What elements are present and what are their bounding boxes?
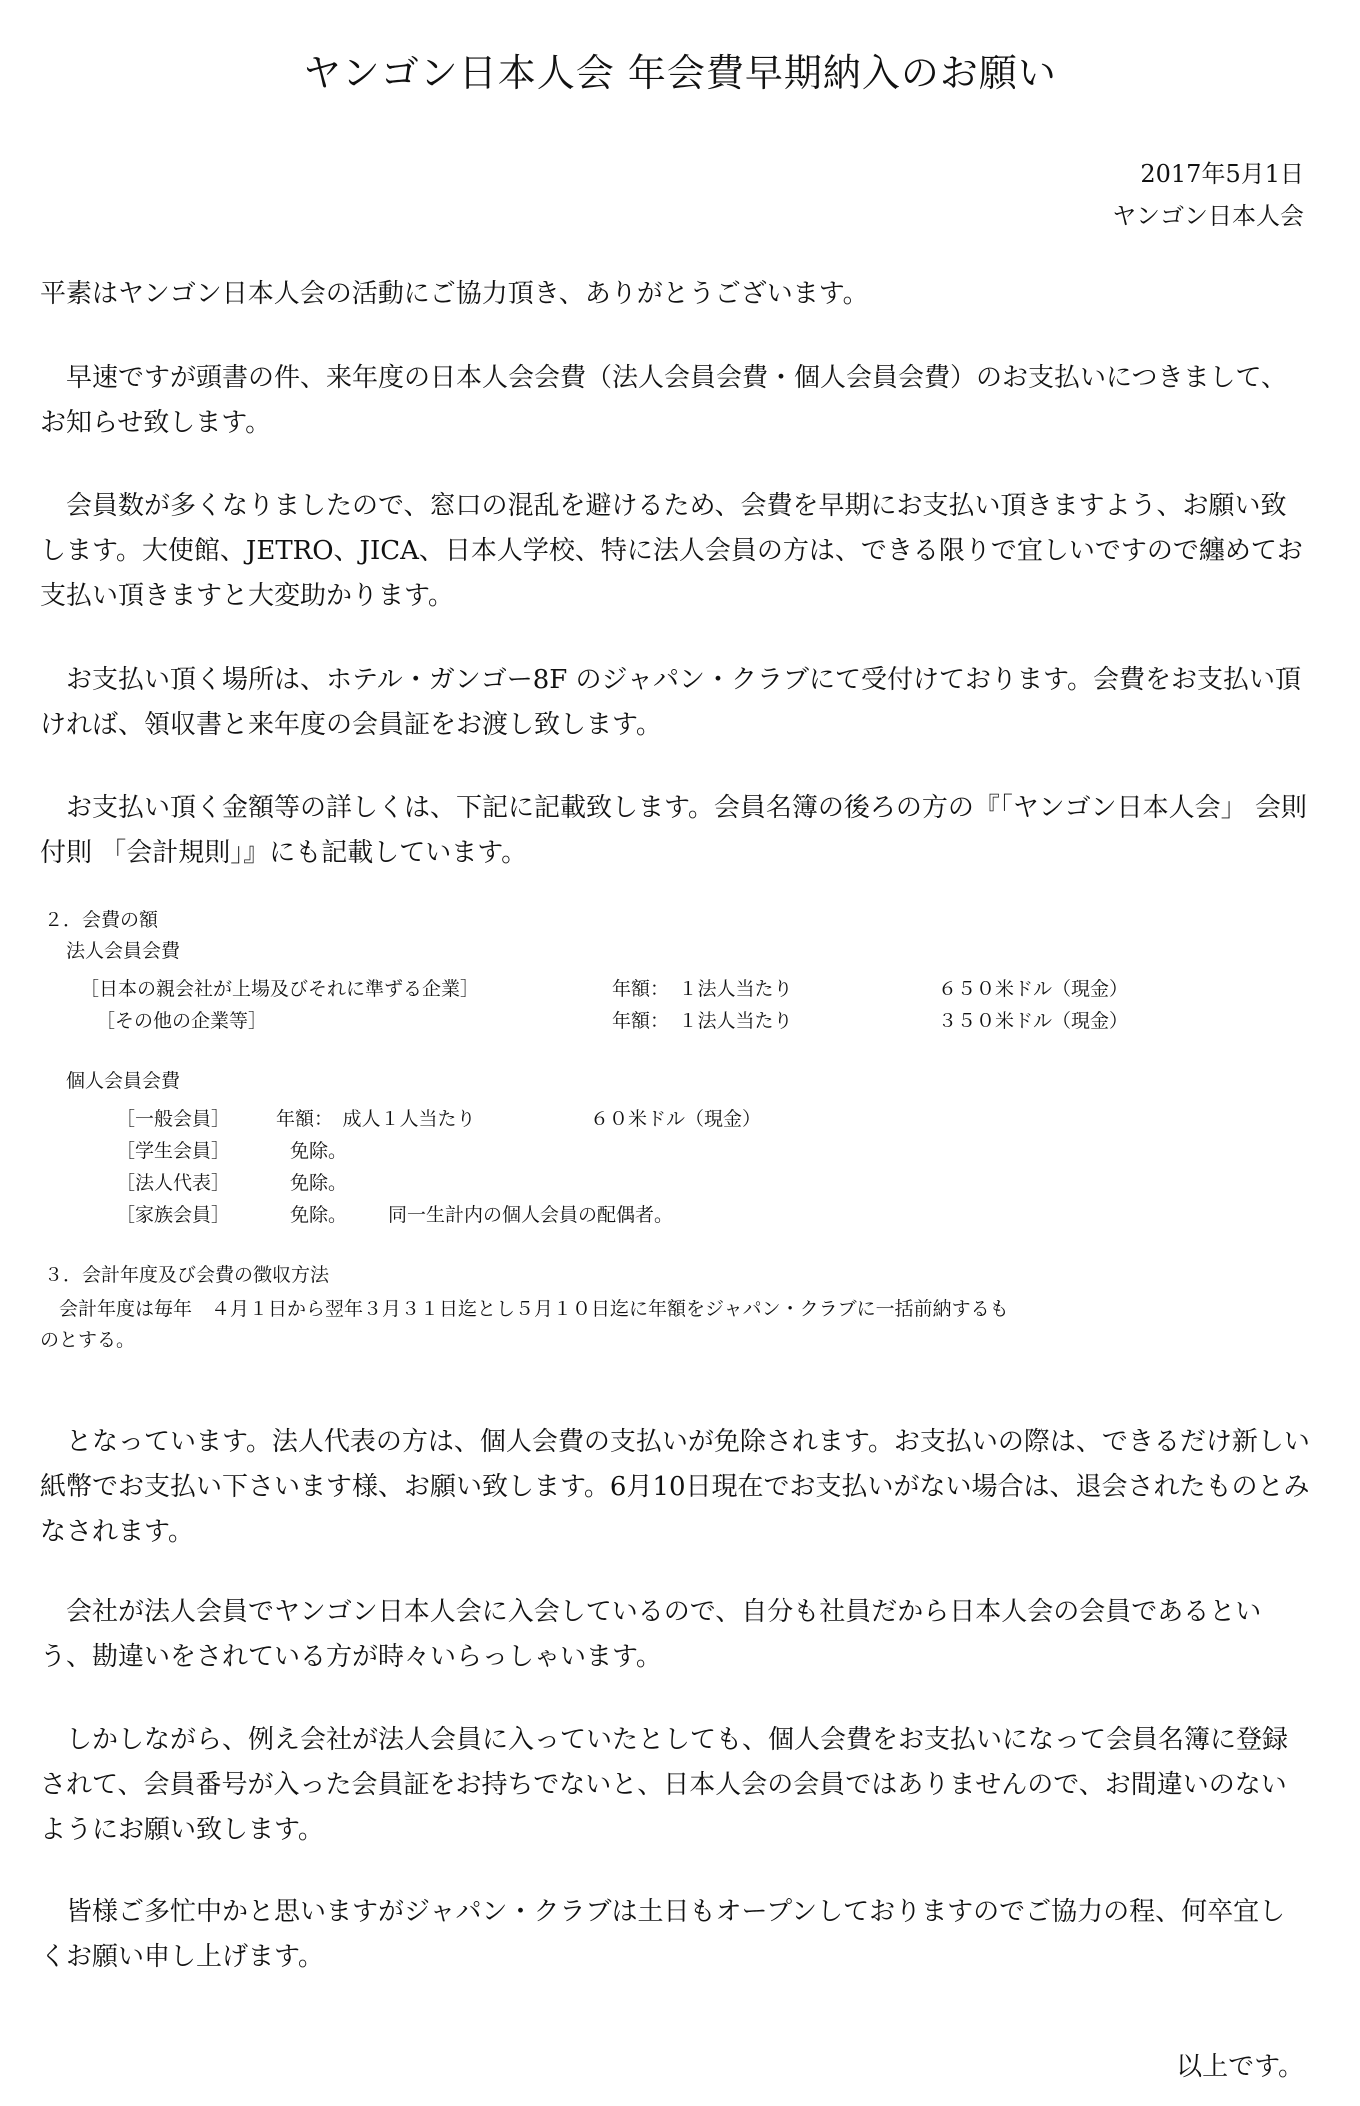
fee-detail: 年額： 成人１人当たり: [276, 1108, 476, 1130]
fee-category: ［一般会員］: [116, 1108, 231, 1130]
fee-detail: 免除。: [290, 1140, 348, 1162]
fee-amount: ３５０米ドル（現金）: [938, 1010, 1129, 1032]
closing-text: 以上です。: [1176, 2052, 1304, 2082]
fee-term: 年額： １法人当たり: [612, 1010, 793, 1032]
fee-term: 年額： １法人当たり: [612, 978, 793, 1000]
document-date: 2017年5月1日: [1140, 160, 1304, 188]
issuer-name: ヤンゴン日本人会: [1112, 202, 1304, 230]
paragraph-greeting: 平素はヤンゴン日本人会の活動にご協力頂き、ありがとうございます。: [40, 279, 869, 309]
fiscal-line-2: のとする。: [40, 1329, 136, 1351]
paragraph-clarification: しかしながら、例え会社が法人会員に入っていたとしても、個人会費をお支払いになって会員名簿に登録されて、会員番号が入った会員証をお持ちでないと、日本人会の会員ではありませんので、お間違いのないようにお願い致します。: [40, 1725, 1289, 1845]
paragraph-misunderstanding: 会社が法人会員でヤンゴン日本人会に入会しているので、自分も社員だから日本人会の会員であるという、勘違いをされている方が時々いらっしゃいます。: [40, 1597, 1262, 1672]
corporate-fee-label: 法人会員会費: [66, 940, 181, 962]
fee-detail: 免除。: [290, 1172, 348, 1194]
paragraph-intro: 早速ですが頭書の件、来年度の日本人会会費（法人会員会費・個人会員会費）のお支払いにつきまして、お知らせ致します。: [40, 363, 1287, 438]
paragraph-location: お支払い頂く場所は、ホテル・ガンゴー8F のジャパン・クラブにて受付けております。会費をお支払い頂ければ、領収書と来年度の会員証をお渡し致します。: [40, 665, 1301, 740]
fee-category: ［法人代表］: [116, 1172, 231, 1194]
paragraph-payment-notes: となっています。法人代表の方は、個人会費の支払いが免除されます。お支払いの際は、できるだけ新しい紙幣でお支払い下さいます様、お願い致します。6月10日現在でお支払いがない場合は、退会されたものとみなされます。: [40, 1427, 1310, 1547]
fee-category: ［学生会員］: [116, 1140, 231, 1162]
fee-category: ［その他の企業等］: [96, 1010, 268, 1032]
fee-detail: 免除。: [290, 1204, 348, 1226]
fee-category: ［日本の親会社が上場及びそれに準ずる企業］: [80, 978, 480, 1000]
paragraph-details: お支払い頂く金額等の詳しくは、下記に記載致します。会員名簿の後ろの方の『「ヤンゴン日本人会」 会則付則 「会計規則」』にも記載しています。: [40, 793, 1307, 868]
paragraph-request: 会員数が多くなりましたので、窓口の混乱を避けるため、会費を早期にお支払い頂きますよう、お願い致します。大使館、JETRO、JICA、日本人学校、特に法人会員の方は、できる限りで宜しいですので纏めてお支払い頂きますと大変助かります。: [40, 491, 1303, 611]
fees-heading: ２．会費の額: [44, 909, 159, 931]
fee-amount: ６０米ドル（現金）: [590, 1108, 762, 1130]
fee-amount: ６５０米ドル（現金）: [938, 978, 1129, 1000]
fiscal-heading: ３．会計年度及び会費の徴収方法: [44, 1264, 330, 1286]
individual-fee-label: 個人会員会費: [66, 1070, 181, 1092]
fiscal-line-1: 会計年度は毎年 ４月１日から翌年３月３１日迄とし５月１０日迄に年額をジャパン・クラブに一括前納するも: [40, 1298, 1009, 1320]
page-title: ヤンゴン日本人会 年会費早期納入のお願い: [303, 51, 1057, 95]
fee-category: ［家族会員］: [116, 1204, 231, 1226]
fee-note: 同一生計内の個人会員の配偶者。: [388, 1204, 674, 1226]
paragraph-thanks: 皆様ご多忙中かと思いますがジャパン・クラブは土日もオープンしておりますのでご協力の程、何卒宜しくお願い申し上げます。: [40, 1897, 1286, 1972]
